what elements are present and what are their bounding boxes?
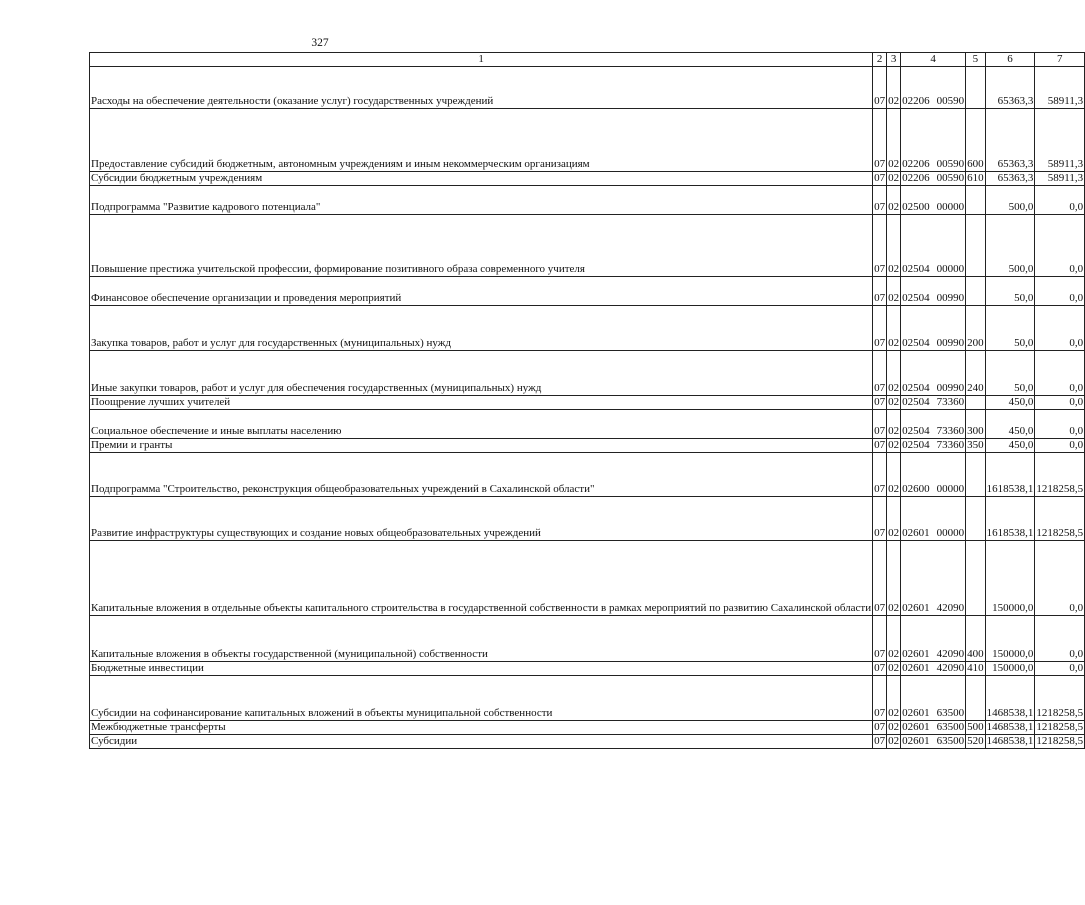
row-amount-col7-cell: 1218258,5 [1035,497,1085,541]
row-amount-col7-cell: 1218258,5 [1036,721,1084,734]
row-section-cell: 07 [873,676,887,721]
row-name-cell: Межбюджетные трансферты [90,721,873,735]
row-section-cell: 07 [873,453,887,497]
row-amount-col6-cell: 1618538,1 [985,497,1035,541]
target-article-part-2: 00590 [936,172,965,185]
table-row [90,215,1085,277]
row-section-cell: 07 [873,67,887,109]
target-article-part-2: 73360 [936,439,965,452]
row-expense-type-cell: 300 [966,410,986,439]
row-target-article-cell [901,541,966,616]
row-name-cell: Предоставление субсидий бюджетным, автономным учреждениям и иным некоммерческим организациям [90,109,873,172]
row-target-article-cell [901,351,966,396]
row-amount-col6-cell: 65363,3 [985,67,1035,109]
row-amount-col7-cell: 1218258,5 [1035,676,1085,721]
row-amount-col7-cell: 0,0 [1035,186,1085,215]
row-amount-col6-cell: 450,0 [985,410,1035,439]
target-article-part-1: 02206 [902,158,930,171]
row-section-cell: 07 [873,109,887,172]
row-expense-type-cell: 350 [967,439,984,452]
row-target-article-cell [901,439,966,453]
target-article-part-1: 02504 [902,263,930,276]
row-name-cell: Субсидии [90,735,873,749]
target-article-part-2: 73360 [936,425,965,438]
row-subsection-cell: 02 [887,277,901,306]
row-amount-col6-cell: 150000,0 [985,541,1035,616]
row-target-article-cell [901,410,966,439]
row-expense-type-cell [966,215,986,277]
target-article-part-1: 02504 [902,292,930,305]
row-subsection-cell: 02 [887,306,901,351]
row-subsection-cell: 02 [887,109,901,172]
row-amount-col7-cell: 58911,3 [1035,109,1085,172]
table-header-row [90,53,1085,67]
row-target-article-cell [901,616,966,662]
row-amount-col6-cell: 150000,0 [985,662,1035,676]
table-row [90,109,1085,172]
table-row [90,676,1085,721]
row-target-article-cell [901,676,966,721]
table-row [90,453,1085,497]
row-section-cell: 07 [873,497,887,541]
row-amount-col6-cell: 450,0 [985,396,1035,410]
row-target-article-cell [901,109,966,172]
row-expense-type-cell: 200 [966,306,986,351]
row-expense-type-cell [966,453,986,497]
row-expense-type-cell: 400 [966,616,986,662]
row-subsection-cell: 02 [887,616,901,662]
row-expense-type-cell [966,541,986,616]
column-header: 4 [901,53,966,67]
row-subsection-cell: 02 [887,497,901,541]
table-row [90,439,1085,453]
target-article-part-1: 02601 [902,707,930,720]
row-name-cell: Премии и гранты [90,439,873,453]
row-name-cell: Капитальные вложения в отдельные объекты капитального строительства в государственной собственности в рамках мероприятий по развитию Сахалинской области [90,541,873,616]
row-expense-type-cell: 240 [966,351,986,396]
row-amount-col6-cell: 50,0 [985,277,1035,306]
table-row [90,67,1085,109]
row-subsection-cell: 02 [888,439,900,452]
target-article-part-1: 02504 [902,439,930,452]
row-section-cell: 07 [873,215,887,277]
table-row [90,396,1085,410]
row-amount-col7-cell: 0,0 [1035,616,1085,662]
row-subsection-cell: 02 [887,410,901,439]
row-amount-col7-cell: 58911,3 [1035,67,1085,109]
row-amount-col7-cell: 0,0 [1035,306,1085,351]
row-amount-col6-cell: 50,0 [985,351,1035,396]
row-amount-col7-cell: 0,0 [1035,541,1085,616]
target-article-part-2: 00000 [936,263,965,276]
row-target-article-cell [901,306,966,351]
target-article-part-1: 02504 [902,425,930,438]
target-article-part-2: 42090 [936,662,965,675]
row-section-cell: 07 [874,721,886,734]
target-article-part-2: 42090 [936,648,965,661]
row-amount-col7-cell: 0,0 [1035,215,1085,277]
target-article-part-2: 63500 [936,721,965,734]
row-name-cell: Финансовое обеспечение организации и проведения мероприятий [90,277,873,306]
target-article-part-2: 00990 [936,292,965,305]
row-expense-type-cell: 410 [967,662,984,675]
row-target-article-cell [901,721,966,735]
row-amount-col6-cell: 1468538,1 [985,676,1035,721]
row-target-article-cell [901,186,966,215]
table-row [90,277,1085,306]
row-name-cell: Иные закупки товаров, работ и услуг для обеспечения государственных (муниципальных) нужд [90,351,873,396]
target-article-part-1: 02601 [902,735,930,748]
row-target-article-cell [901,735,966,749]
row-target-article-cell [901,662,966,676]
row-expense-type-cell [966,67,986,109]
target-article-part-1: 02601 [902,721,930,734]
column-header: 2 [873,53,887,67]
row-section-cell: 07 [874,735,886,748]
row-amount-col7-cell: 0,0 [1035,277,1085,306]
row-amount-col7-cell: 1218258,5 [1036,735,1084,748]
row-expense-type-cell: 610 [967,172,984,185]
row-section-cell: 07 [874,439,886,452]
row-name-cell: Закупка товаров, работ и услуг для государственных (муниципальных) нужд [90,306,873,351]
table-body [90,67,1085,749]
row-amount-col7-cell: 0,0 [1035,351,1085,396]
row-subsection-cell: 02 [887,351,901,396]
target-article-part-1: 02206 [902,172,930,185]
table-row [90,186,1085,215]
row-section-cell: 07 [873,186,887,215]
target-article-part-2: 63500 [936,735,965,748]
row-subsection-cell: 02 [888,735,900,748]
row-name-cell: Капитальные вложения в объекты государственной (муниципальной) собственности [90,616,873,662]
row-subsection-cell: 02 [888,662,900,675]
target-article-part-2: 00590 [936,95,965,108]
row-expense-type-cell [966,396,986,410]
row-target-article-cell [901,497,966,541]
row-target-article-cell [901,215,966,277]
row-amount-col7-cell: 0,0 [1035,410,1085,439]
target-article-part-1: 02601 [902,662,930,675]
row-name-cell: Бюджетные инвестиции [90,662,873,676]
budget-table [89,52,1085,749]
table-row [90,735,1085,749]
target-article-part-1: 02500 [902,201,930,214]
row-name-cell: Повышение престижа учительской профессии, формирование позитивного образа современного учителя [90,215,873,277]
row-expense-type-cell: 600 [966,109,986,172]
row-amount-col6-cell: 50,0 [985,306,1035,351]
target-article-part-1: 02504 [902,396,930,409]
row-target-article-cell [901,67,966,109]
row-name-cell: Подпрограмма "Развитие кадрового потенциала" [90,186,873,215]
row-subsection-cell: 02 [887,186,901,215]
target-article-part-1: 02504 [902,337,930,350]
row-expense-type-cell: 520 [967,735,984,748]
row-expense-type-cell [966,497,986,541]
row-amount-col6-cell: 1468538,1 [986,735,1034,748]
column-header: 7 [1035,53,1085,67]
target-article-part-1: 02601 [902,602,930,615]
row-amount-col6-cell: 500,0 [985,186,1035,215]
row-section-cell: 07 [873,541,887,616]
row-name-cell: Социальное обеспечение и иные выплаты населению [90,410,873,439]
row-amount-col7-cell: 0,0 [1035,396,1085,410]
row-target-article-cell [901,172,966,186]
row-expense-type-cell: 500 [967,721,984,734]
page-number: 327 [311,37,329,49]
row-target-article-cell [901,453,966,497]
column-header: 3 [887,53,901,67]
target-article-part-2: 00000 [936,483,965,496]
table-row [90,541,1085,616]
row-amount-col6-cell: 450,0 [985,439,1035,453]
row-name-cell: Развитие инфраструктуры существующих и создание новых общеобразовательных учреждений [90,497,873,541]
row-amount-col6-cell: 1468538,1 [986,721,1034,734]
target-article-part-2: 73360 [936,396,965,409]
row-section-cell: 07 [874,172,886,185]
row-subsection-cell: 02 [888,396,900,409]
target-article-part-2: 63500 [936,707,965,720]
row-name-cell: Расходы на обеспечение деятельности (оказание услуг) государственных учреждений [90,67,873,109]
target-article-part-1: 02601 [902,527,930,540]
target-article-part-1: 02600 [902,483,930,496]
table-row [90,351,1085,396]
row-subsection-cell: 02 [887,67,901,109]
target-article-part-1: 02206 [902,95,930,108]
row-subsection-cell: 02 [887,215,901,277]
column-header: 1 [90,53,873,67]
table-row [90,662,1085,676]
row-amount-col6-cell: 150000,0 [985,616,1035,662]
row-name-cell: Подпрограмма "Строительство, реконструкция общеобразовательных учреждений в Сахалинской области" [90,453,873,497]
row-amount-col6-cell: 500,0 [985,215,1035,277]
row-subsection-cell: 02 [887,676,901,721]
target-article-part-2: 00990 [936,382,965,395]
target-article-part-2: 00990 [936,337,965,350]
target-article-part-2: 42090 [936,602,965,615]
row-target-article-cell [901,396,966,410]
row-name-cell: Субсидии на софинансирование капитальных вложений в объекты муниципальной собственности [90,676,873,721]
table-row [90,410,1085,439]
row-target-article-cell [901,277,966,306]
row-amount-col7-cell: 58911,3 [1035,172,1085,186]
target-article-part-2: 00000 [936,527,965,540]
table-row [90,497,1085,541]
row-amount-col7-cell: 0,0 [1035,439,1085,453]
row-subsection-cell: 02 [888,721,900,734]
row-amount-col6-cell: 65363,3 [985,172,1035,186]
row-section-cell: 07 [873,410,887,439]
column-header: 5 [966,53,986,67]
table-row [90,172,1085,186]
row-amount-col7-cell: 1218258,5 [1035,453,1085,497]
target-article-part-1: 02601 [902,648,930,661]
table-row [90,306,1085,351]
row-name-cell: Субсидии бюджетным учреждениям [90,172,873,186]
row-amount-col6-cell: 65363,3 [985,109,1035,172]
target-article-part-2: 00000 [936,201,965,214]
row-subsection-cell: 02 [887,541,901,616]
column-header: 6 [985,53,1035,67]
row-section-cell: 07 [873,277,887,306]
row-expense-type-cell [966,277,986,306]
row-expense-type-cell [966,186,986,215]
target-article-part-2: 00590 [936,158,965,171]
table-row [90,721,1085,735]
row-subsection-cell: 02 [888,172,900,185]
row-amount-col7-cell: 0,0 [1035,662,1085,676]
target-article-part-1: 02504 [902,382,930,395]
row-section-cell: 07 [874,662,886,675]
row-name-cell: Поощрение лучших учителей [90,396,873,410]
row-amount-col6-cell: 1618538,1 [985,453,1035,497]
row-section-cell: 07 [873,306,887,351]
row-section-cell: 07 [874,396,886,409]
row-section-cell: 07 [873,351,887,396]
row-section-cell: 07 [873,616,887,662]
row-expense-type-cell [966,676,986,721]
table-row [90,616,1085,662]
row-subsection-cell: 02 [887,453,901,497]
